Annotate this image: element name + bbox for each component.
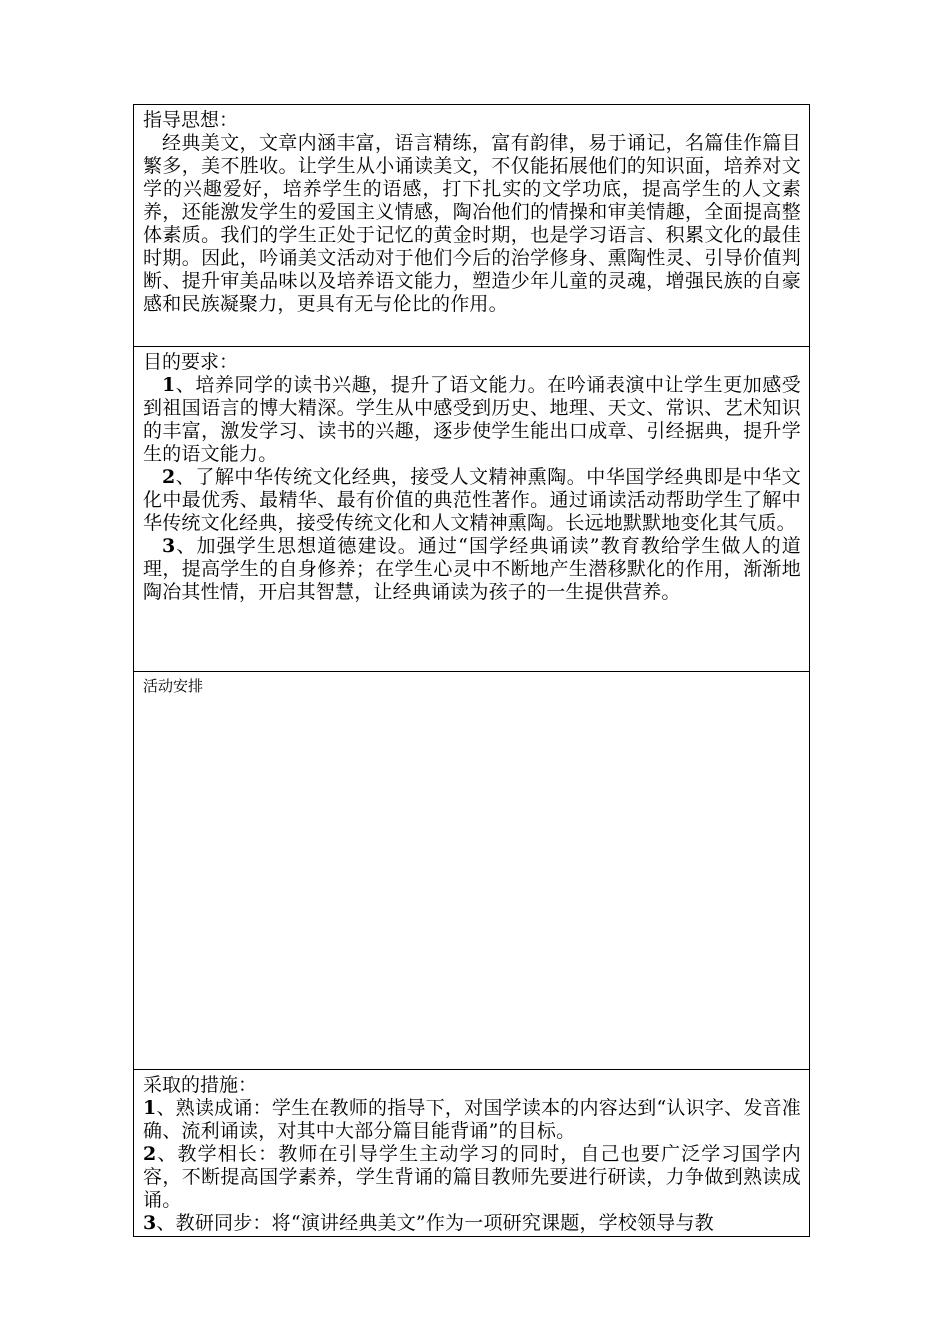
measure-item-1 (143, 1097, 801, 1143)
measure-text: 、教研同步：将“演讲经典美文”作为一项研究课题，学校领导与教 (156, 1212, 714, 1234)
objectives-section (134, 347, 809, 672)
objective-number: 2 (162, 466, 176, 488)
objective-item-2 (143, 466, 801, 535)
measure-item-2 (143, 1143, 801, 1212)
objective-text: 、了解中华传统文化经典，接受人文精神熏陶。中华国学经典即是中华文化中最优秀、最精华、最有价值的典范性著作。通过诵读活动帮助学生了解中华传统文化经典，接受传统文化和人文精神熏陶。长远地默默地变化其气质。 (143, 466, 801, 534)
measure-number: 1 (143, 1097, 157, 1119)
objective-text: 、培养同学的读书兴趣，提升了语文能力。在吟诵表演中让学生更加感受到祖国语言的博大精深。学生从中感受到历史、地理、天文、常识、艺术知识的丰富，激发学习、读书的兴趣，逐步使学生能出口成章、引经据典，提升学生的语文能力。 (143, 374, 801, 465)
objectives-heading: 目的要求： (143, 351, 239, 373)
guiding-thought-paragraph: 经典美文，文章内涵丰富，语言精练，富有韵律，易于诵记，名篇佳作篇目繁多，美不胜收。让学生从小诵读美文，不仅能拓展他们的知识面，培养对文学的兴趣爱好，培养学生的语感，打下扎实的文学功底，提高学生的人文素养，还能激发学生的爱国主义情感，陶冶他们的情操和审美情趣，全面提高整体素质。我们的学生正处于记忆的黄金时期，也是学习语言、积累文化的最佳时期。因此，吟诵美文活动对于他们今后的治学修身、熏陶性灵、引导价值判断、提升审美品味以及培养语文能力，塑造少年儿童的灵魂，增强民族的自豪感和民族凝聚力，更具有无与伦比的作用。 (143, 132, 801, 315)
measure-text: 、教学相长：教师在引导学生主动学习的同时，自己也要广泛学习国学内容，不断提高国学素养，学生背诵的篇目教师先要进行研读，力争做到熟读成诵。 (143, 1143, 801, 1211)
objective-item-3 (143, 535, 801, 604)
activities-heading: 活动安排 (143, 677, 204, 695)
measures-heading: 采取的措施： (143, 1074, 258, 1096)
measure-item-3 (143, 1212, 801, 1235)
measures-section (134, 1070, 809, 1236)
objective-number: 1 (162, 374, 176, 396)
document-table (133, 104, 810, 1237)
measure-number: 3 (143, 1212, 157, 1234)
measure-number: 2 (143, 1143, 157, 1165)
guiding-thought-heading: 指导思想： (143, 109, 239, 131)
measure-text: 、熟读成诵：学生在教师的指导下，对国学读本的内容达到“认识字、发音准确、流利诵读，对其中大部分篇目能背诵”的目标。 (143, 1097, 801, 1142)
objective-text: 、加强学生思想道德建设。通过“国学经典诵读”教育教给学生做人的道理，提高学生的自身修养；在学生心灵中不断地产生潜移默化的作用，渐渐地陶冶其性情，开启其智慧，让经典诵读为孩子的一生提供营养。 (143, 535, 801, 603)
objective-number: 3 (162, 535, 176, 557)
activities-section (134, 672, 809, 1070)
guiding-thought-section (134, 105, 809, 347)
objective-item-1 (143, 374, 801, 466)
